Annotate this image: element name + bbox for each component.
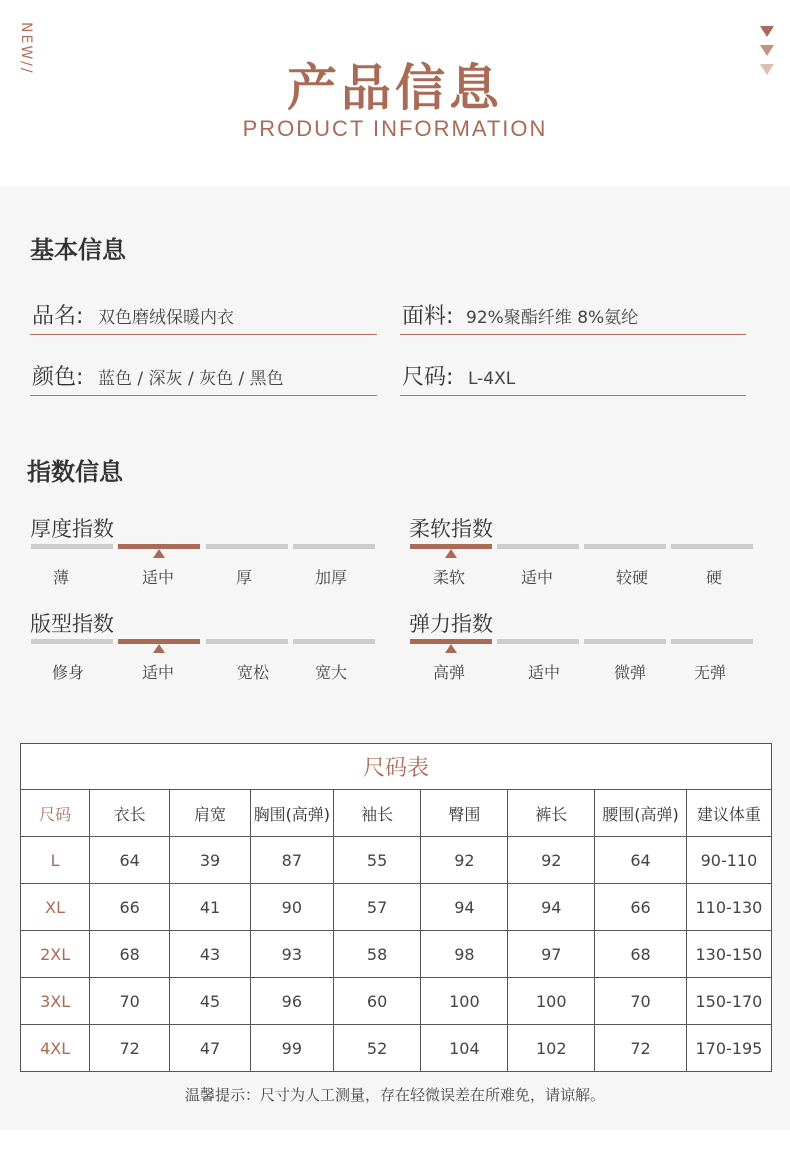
size-table-title: 尺码表 [21,744,772,790]
size-cell: XL [21,884,90,931]
index-bar [206,639,288,644]
table-cell: 94 [421,884,508,931]
selected-marker-icon [153,644,165,653]
index-level-label: 适中 [141,568,174,587]
table-cell: 72 [90,1025,170,1072]
size-cell: 3XL [21,978,90,1025]
size-cell: 4XL [21,1025,90,1072]
index-bar [206,544,288,549]
table-cell: 97 [508,931,595,978]
table-row [21,931,772,978]
column-header: 裤长 [508,790,595,837]
column-header: 肩宽 [170,790,251,837]
table-cell: 45 [170,978,251,1025]
table-cell: 98 [421,931,508,978]
index-level-label: 适中 [520,568,553,587]
table-cell: 96 [250,978,333,1025]
table-cell: 47 [170,1025,251,1072]
triangle-decoration-icon [758,24,776,78]
page-subtitle: PRODUCT INFORMATION [242,116,548,141]
basic-info-title: 基本信息 [30,236,126,264]
table-cell: 170-195 [686,1025,771,1072]
column-header: 尺码 [21,790,90,837]
table-cell: 68 [595,931,687,978]
table-cell: 110-130 [686,884,771,931]
field-size [400,355,746,396]
column-header: 胸围(高弹) [250,790,333,837]
index-level-label: 加厚 [314,568,347,587]
index-bar [31,639,113,644]
table-cell: 66 [90,884,170,931]
index-level-label: 微弹 [613,663,646,682]
selected-marker-icon [445,549,457,558]
index-level-label: 薄 [52,568,69,587]
index-info-title: 指数信息 [27,458,123,486]
table-cell: 100 [421,978,508,1025]
table-cell: 150-170 [686,978,771,1025]
table-cell: 130-150 [686,931,771,978]
index-group-title: 版型指数 [30,612,114,636]
table-cell: 52 [333,1025,421,1072]
table-cell: 102 [508,1025,595,1072]
field-label: 颜色: [32,365,84,390]
field-color [30,355,377,396]
field-label: 面料: [402,304,454,329]
index-level-label: 宽大 [314,663,347,682]
page-title: 产品信息 [287,59,503,117]
size-table-header-row [21,790,772,837]
selected-marker-icon [153,549,165,558]
table-cell: 66 [595,884,687,931]
table-cell: 43 [170,931,251,978]
table-row [21,978,772,1025]
table-cell: 90 [250,884,333,931]
table-cell: 68 [90,931,170,978]
field-label: 品名: [32,304,84,329]
index-group-title: 柔软指数 [409,517,493,541]
table-cell: 55 [333,837,421,884]
column-header: 臀围 [421,790,508,837]
index-level-label: 适中 [527,663,560,682]
field-value: L-4XL [468,369,516,389]
table-cell: 41 [170,884,251,931]
table-cell: 87 [250,837,333,884]
index-level-label: 柔软 [432,568,465,587]
table-row [21,884,772,931]
column-header: 衣长 [90,790,170,837]
column-header: 建议体重 [686,790,771,837]
table-cell: 39 [170,837,251,884]
field-label: 尺码: [402,365,454,390]
field-value: 蓝色 / 深灰 / 灰色 / 黑色 [98,369,284,389]
page-header [0,0,790,186]
size-cell: 2XL [21,931,90,978]
table-cell: 57 [333,884,421,931]
index-group-title: 弹力指数 [409,612,493,636]
index-bar [31,544,113,549]
column-header: 袖长 [333,790,421,837]
table-cell: 70 [90,978,170,1025]
index-level-label: 高弹 [432,663,465,682]
index-bar [293,544,375,549]
tip-text: 温馨提示：尺寸为人工测量，存在轻微误差在所难免，请谅解。 [184,1086,605,1104]
new-label: NEW// [18,22,34,75]
index-level-label: 厚 [235,568,252,587]
index-bar [497,639,579,644]
index-group-title: 厚度指数 [30,517,114,541]
index-bar [584,544,666,549]
table-cell: 100 [508,978,595,1025]
table-row [21,1025,772,1072]
selected-marker-icon [445,644,457,653]
field-product-name [30,294,377,335]
table-cell: 104 [421,1025,508,1072]
size-cell: L [21,837,90,884]
table-cell: 92 [421,837,508,884]
page-footer [0,1130,790,1155]
index-bar [671,639,753,644]
index-bar [497,544,579,549]
table-cell: 70 [595,978,687,1025]
table-cell: 60 [333,978,421,1025]
table-cell: 99 [250,1025,333,1072]
index-bar [293,639,375,644]
size-table [20,743,772,1065]
table-cell: 64 [90,837,170,884]
field-value: 92%聚酯纤维 8%氨纶 [466,308,639,328]
table-cell: 94 [508,884,595,931]
table-cell: 72 [595,1025,687,1072]
table-row [21,837,772,884]
index-level-label: 适中 [141,663,174,682]
table-cell: 92 [508,837,595,884]
table-cell: 58 [333,931,421,978]
index-level-label: 修身 [51,663,84,682]
index-bar [671,544,753,549]
table-cell: 64 [595,837,687,884]
index-level-label: 宽松 [236,663,269,682]
field-value: 双色磨绒保暖内衣 [98,308,234,328]
table-cell: 90-110 [686,837,771,884]
index-level-label: 无弹 [693,663,726,682]
index-level-label: 较硬 [615,568,648,587]
column-header: 腰围(高弹) [595,790,687,837]
table-cell: 93 [250,931,333,978]
index-bar [584,639,666,644]
index-level-label: 硬 [705,568,722,587]
field-fabric [400,294,746,335]
